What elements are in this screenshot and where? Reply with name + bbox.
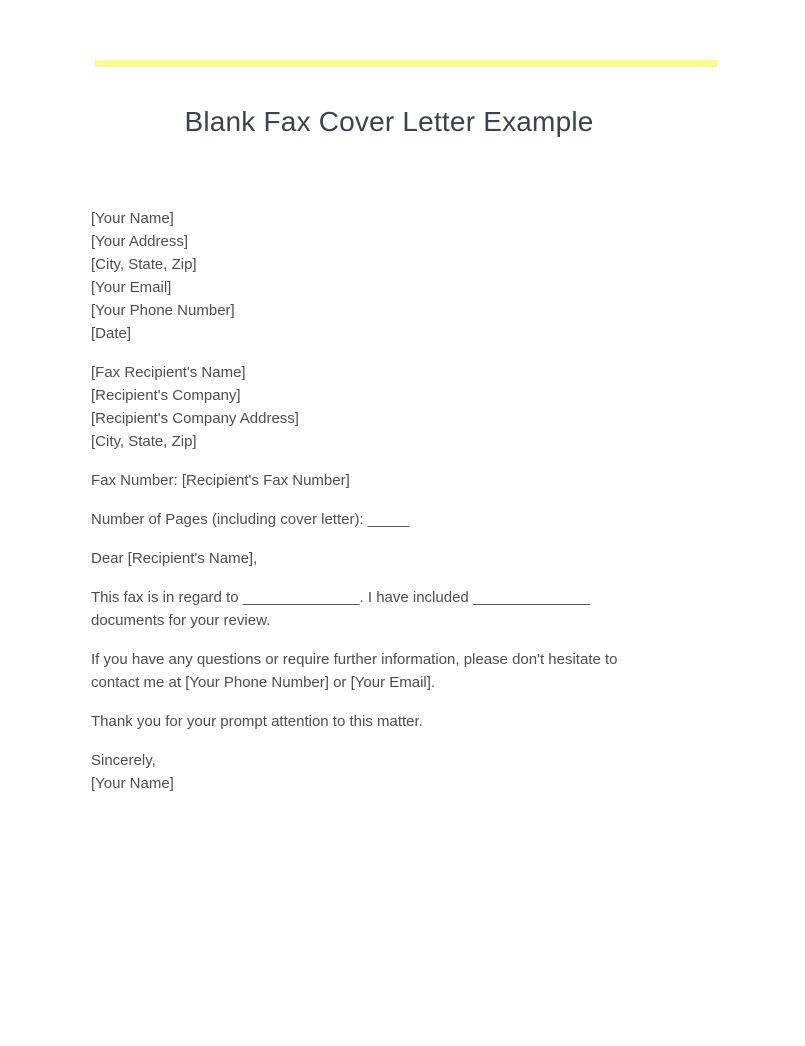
signoff-name-line: [Your Name] — [91, 775, 174, 792]
sender-block — [91, 207, 721, 345]
recipient-name-line: [Fax Recipient's Name] — [91, 364, 246, 381]
recipient-company-address-line: [Recipient's Company Address] — [91, 410, 299, 427]
fax-number-line — [91, 469, 721, 492]
pages-count-text: Number of Pages (including cover letter): _____ — [91, 511, 410, 528]
letter-body — [91, 207, 721, 811]
recipient-city-state-zip-line: [City, State, Zip] — [91, 433, 197, 450]
fax-number-text: Fax Number: [Recipient's Fax Number] — [91, 472, 350, 489]
sender-phone-line: [Your Phone Number] — [91, 302, 235, 319]
closing-line — [91, 710, 721, 733]
date-line: [Date] — [91, 325, 132, 342]
signoff-word-line: Sincerely, — [91, 752, 156, 769]
questions-paragraph-line-2: contact me at [Your Phone Number] or [Your Email]. — [91, 674, 436, 691]
questions-paragraph — [91, 648, 721, 694]
pages-count-line — [91, 508, 721, 531]
regard-paragraph-line-1: This fax is in regard to ______________. I have included ______________ — [91, 589, 590, 606]
questions-paragraph-line-1: If you have any questions or require further information, please don't hesitate to — [91, 651, 618, 668]
sender-name-line: [Your Name] — [91, 210, 174, 227]
recipient-block — [91, 361, 721, 453]
sender-city-state-zip-line: [City, State, Zip] — [91, 256, 197, 273]
salutation-line — [91, 547, 721, 570]
signoff-block — [91, 749, 721, 795]
salutation-text: Dear [Recipient's Name], — [91, 550, 258, 567]
sender-email-line: [Your Email] — [91, 279, 172, 296]
page-title: Blank Fax Cover Letter Example — [184, 106, 594, 137]
accent-bar — [95, 60, 717, 67]
regard-paragraph — [91, 586, 721, 632]
regard-paragraph-line-2: documents for your review. — [91, 612, 271, 629]
closing-text: Thank you for your prompt attention to this matter. — [91, 713, 423, 730]
sender-address-line: [Your Address] — [91, 233, 189, 250]
recipient-company-line: [Recipient's Company] — [91, 387, 241, 404]
